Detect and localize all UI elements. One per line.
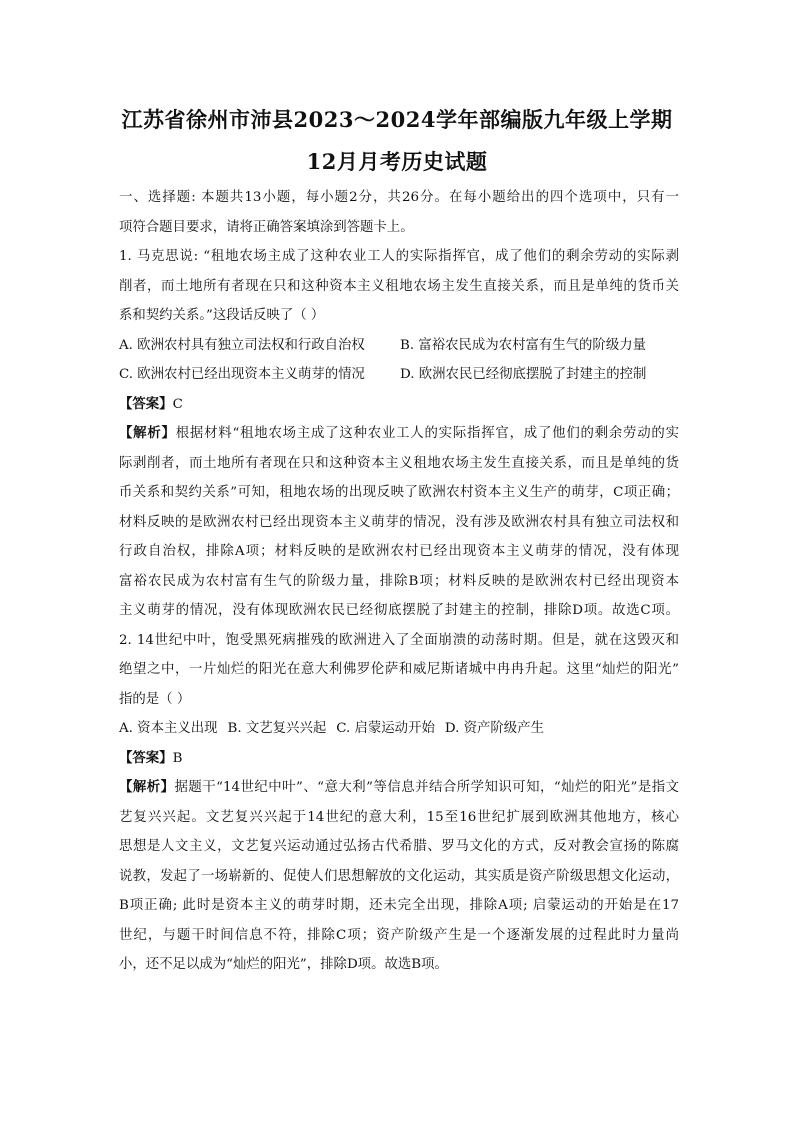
question-1-stem-line-1: 1. 马克思说: “租地农场主成了这种农业工人的实际指挥官，成了他们的剩余劳动的实际剥 bbox=[119, 249, 679, 264]
question-2-option-c: C. 启蒙运动开始 bbox=[336, 721, 435, 736]
question-1-analysis-line-1 bbox=[119, 419, 679, 449]
question-2-analysis-line-1 bbox=[119, 773, 679, 803]
question-1 bbox=[119, 242, 679, 626]
analysis-label: 【解析】 bbox=[119, 779, 175, 795]
question-2-stem-line-3: 指的是（ ） bbox=[119, 691, 191, 707]
question-1-option-a: A. 欧洲农村具有独立司法权和行政自治权 bbox=[119, 337, 365, 353]
answer-label: 【答案】 bbox=[119, 395, 173, 412]
question-2-stem-line-1: 2. 14世纪中叶，饱受黑死病摧残的欧洲进入了全面崩溃的动荡时期。但是，就在这毁灭和 bbox=[119, 632, 679, 648]
document-body bbox=[119, 183, 679, 980]
document-title-line-2: 12月月考历史试题 bbox=[306, 149, 488, 174]
question-2-analysis-line-2: 艺复兴兴起。文艺复兴兴起于14世纪的意大利，15至16世纪扩展到欧洲其他地方，核心 bbox=[119, 809, 679, 825]
question-2-stem-line-2: 绝望之中，一片灿烂的阳光在意大利佛罗伦萨和威尼斯诸城中冉冉升起。这里“灿烂的阳光” bbox=[119, 662, 679, 677]
section-instructions-line-1: 一、选择题: 本题共13小题，每小题2分，共26分。在每小题给出的四个选项中，只有一 bbox=[119, 190, 679, 205]
section-instructions-line-2: 项符合题目要求，请将正确答案填涂到答题卡上。 bbox=[119, 219, 414, 235]
question-1-analysis-line-2: 际剥削者，而土地所有者现在只和这种资本主义租地农场主发生直接关系，而且是单纯的货 bbox=[119, 455, 679, 471]
question-2 bbox=[119, 626, 679, 980]
question-2-analysis-line-5: B项正确; 此时是资本主义的萌芽时期，还未完全出现，排除A项; 启蒙运动的开始是在17 bbox=[119, 898, 679, 913]
question-1-options-row-1 bbox=[119, 331, 679, 361]
question-1-analysis-line-4: 材料反映的是欧洲农村已经出现资本主义萌芽的情况，没有涉及欧洲农村具有独立司法权和 bbox=[119, 514, 679, 530]
question-2-answer bbox=[119, 744, 679, 774]
question-2-analysis-line-3: 思想是人文主义，文艺复兴运动通过弘扬古代希腊、罗马文化的方式，反对教会宣扬的陈腐 bbox=[119, 839, 679, 854]
analysis-text: 根据材料“租地农场主成了这种农业工人的实际指挥官，成了他们的剩余劳动的实 bbox=[175, 426, 679, 441]
question-1-option-b: B. 富裕农民成为农村富有生气的阶级力量 bbox=[400, 337, 646, 353]
question-2-analysis-line-6: 世纪，与题干时间信息不符，排除C项；资产阶级产生是一个逐渐发展的过程此时力量尚 bbox=[119, 927, 679, 943]
question-1-option-c: C. 欧洲农村已经出现资本主义萌芽的情况 bbox=[119, 367, 365, 382]
answer-value: C bbox=[172, 396, 183, 412]
analysis-text: 据题干“14世纪中叶”、“意大利”等信息并结合所学知识可知，“灿烂的阳光”是指文 bbox=[174, 780, 679, 795]
question-1-options-row-2 bbox=[119, 360, 679, 390]
question-2-option-b: B. 文艺复兴兴起 bbox=[227, 721, 327, 736]
question-2-options bbox=[119, 714, 679, 744]
question-1-analysis-line-6: 富裕农民成为农村富有生气的阶级力量，排除B项；材料反映的是欧洲农村已经出现资本 bbox=[119, 573, 679, 589]
answer-label: 【答案】 bbox=[119, 749, 173, 766]
answer-value: B bbox=[172, 750, 183, 766]
question-2-analysis-line-4: 说教，发起了一场崭新的、促使人们思想解放的文化运动，其实质是资产阶级思想文化运动， bbox=[119, 868, 679, 884]
question-1-analysis-line-3: 币关系和契约关系”可知，租地农场的出现反映了欧洲农村资本主义生产的萌芽，C项正确； bbox=[119, 485, 679, 500]
question-2-option-d: D. 资产阶级产生 bbox=[444, 721, 544, 736]
question-1-option-d: D. 欧洲农民已经彻底摆脱了封建主的控制 bbox=[400, 367, 647, 382]
analysis-label: 【解析】 bbox=[119, 425, 176, 441]
question-1-stem-line-3: 系和契约关系。”这段话反映了（ ） bbox=[119, 308, 325, 323]
question-2-analysis-line-7: 小，还不足以成为“灿烂的阳光”，排除D项。故选B项。 bbox=[119, 957, 448, 972]
question-1-analysis-line-5: 行政自治权，排除A项；材料反映的是欧洲农村已经出现资本主义萌芽的情况，没有体现 bbox=[119, 544, 679, 559]
question-1-analysis-line-7: 主义萌芽的情况，没有体现欧洲农民已经彻底摆脱了封建主的控制，排除D项。故选C项。 bbox=[119, 603, 679, 618]
question-1-answer bbox=[119, 390, 679, 420]
question-1-stem-line-2: 削者，而土地所有者现在只和这种资本主义租地农场主发生直接关系，而且是单纯的货币关 bbox=[119, 278, 679, 294]
question-2-option-a: A. 资本主义出现 bbox=[119, 721, 218, 736]
document-title-line-1: 江苏省徐州市沛县2023～2024学年部编版九年级上学期 bbox=[121, 107, 673, 132]
